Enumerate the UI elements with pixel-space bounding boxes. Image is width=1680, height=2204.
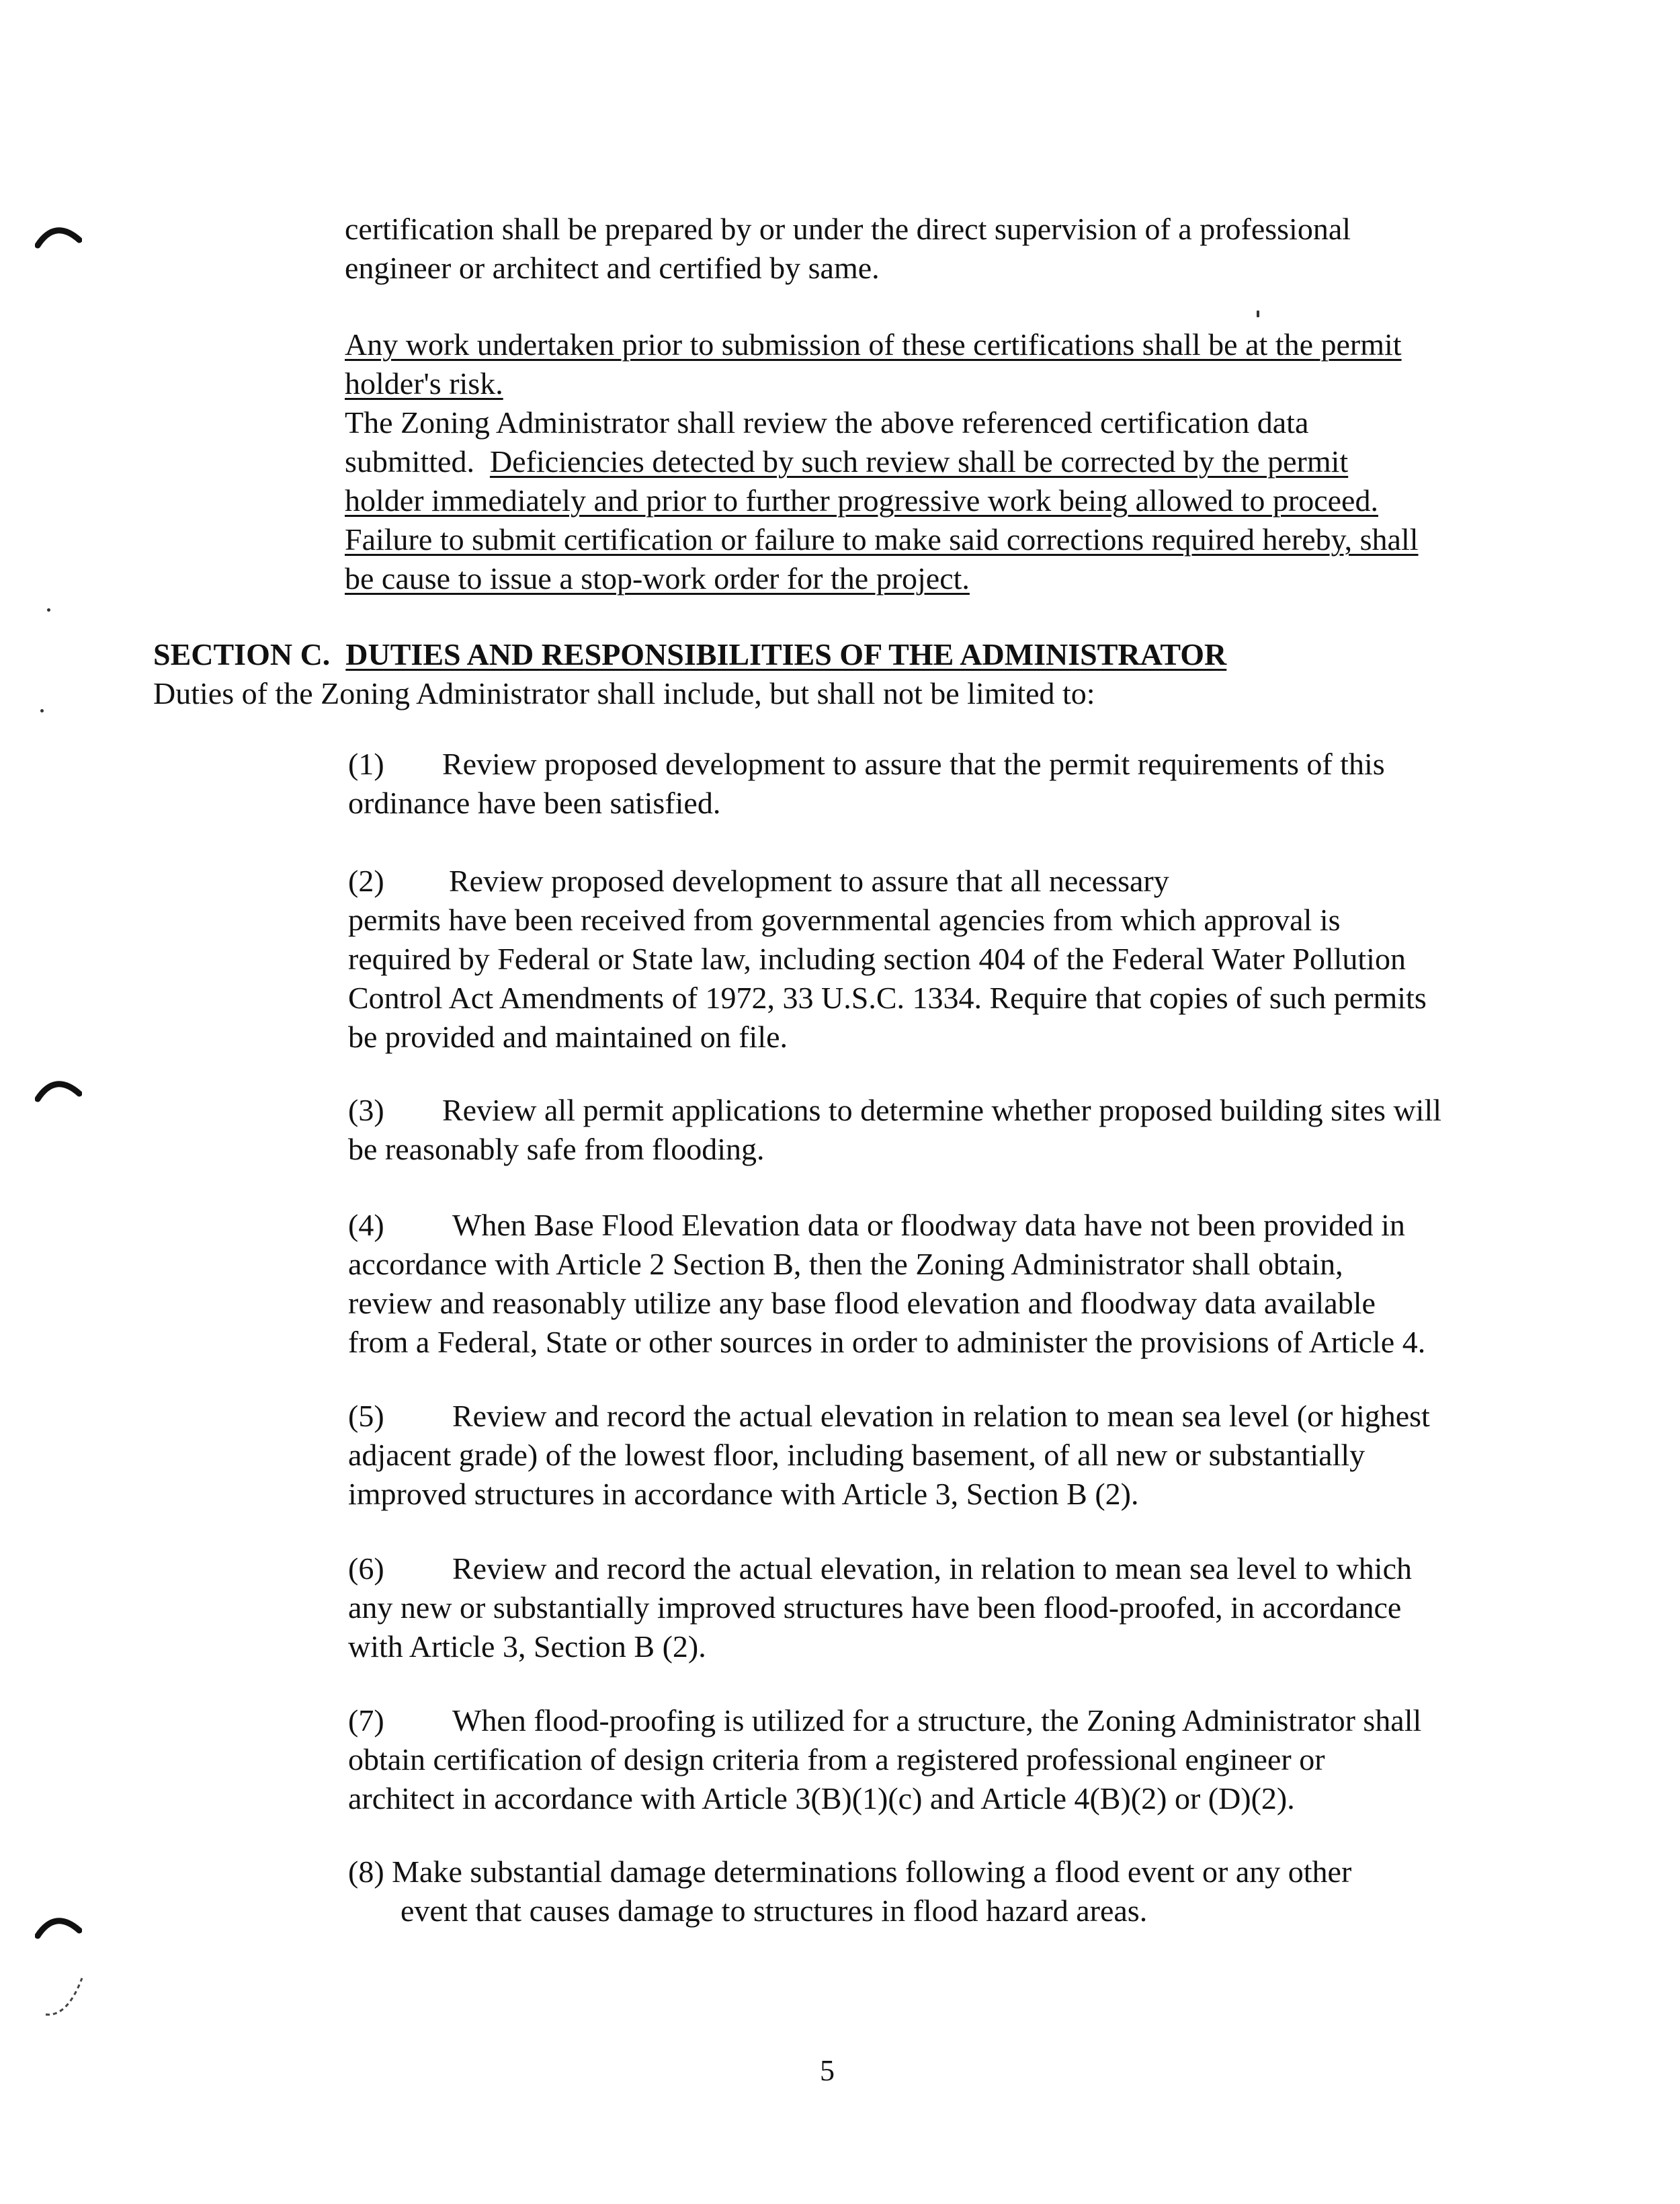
list-item <box>348 1206 1425 1362</box>
binder-hole-mark-middle <box>35 1072 82 1106</box>
list-item <box>348 745 1385 823</box>
list-item-text: obtain certification of design criteria from a registered professional engineer or <box>348 1742 1325 1777</box>
list-item-text: event that causes damage to structures in flood hazard areas. <box>401 1893 1148 1928</box>
page-number: 5 <box>820 2054 835 2087</box>
list-item <box>348 1397 1430 1514</box>
section-c-heading <box>153 635 1226 713</box>
list-item-text: accordance with Article 2 Section B, then the Zoning Administrator shall obtain, <box>348 1247 1343 1281</box>
risk-line-1: Any work undertaken prior to submission of these certifications shall be at the permit <box>345 327 1402 362</box>
list-item-text: review and reasonably utilize any base flood elevation and floodway data available <box>348 1286 1376 1320</box>
list-item <box>348 1852 1351 1930</box>
list-item-number: (6) <box>348 1551 384 1586</box>
review-line-3: holder immediately and prior to further progressive work being allowed to proceed. <box>345 483 1378 518</box>
risk-line-2: holder's risk. <box>345 366 503 401</box>
list-item-text: permits have been received from governmental agencies from which approval is <box>348 903 1341 937</box>
intro-paragraph <box>345 210 1351 288</box>
list-item-text: required by Federal or State law, including section 404 of the Federal Water Pollution <box>348 942 1406 976</box>
review-line-2 <box>345 442 1419 481</box>
list-item-number: (5) <box>348 1399 384 1433</box>
section-c-intro: Duties of the Zoning Administrator shall include, but shall not be limited to: <box>153 676 1095 710</box>
binder-hole-mark-top <box>35 218 82 252</box>
list-item-text: Control Act Amendments of 1972, 33 U.S.C. 1334. Require that copies of such permits <box>348 981 1427 1015</box>
review-line-1: The Zoning Administrator shall review the above referenced certification data <box>345 405 1309 440</box>
scan-artifact-curve <box>40 1973 87 2020</box>
list-item-text: ordinance have been satisfied. <box>348 786 721 820</box>
review-paragraph <box>345 403 1419 598</box>
list-item-text: Review and record the actual elevation, in relation to mean sea level to which <box>452 1551 1412 1586</box>
list-item-text: be provided and maintained on file. <box>348 1020 788 1054</box>
list-item-text: improved structures in accordance with Article 3, Section B (2). <box>348 1477 1139 1511</box>
list-item-number: (8) <box>348 1854 384 1889</box>
intro-line-2: engineer or architect and certified by same. <box>345 251 880 285</box>
list-item-text: Review all permit applications to determine whether proposed building sites will <box>442 1093 1442 1127</box>
scan-speck <box>40 709 44 712</box>
list-item-number: (2) <box>348 864 384 898</box>
list-item-number: (1) <box>348 747 384 781</box>
list-item <box>348 862 1427 1057</box>
list-item <box>348 1549 1412 1666</box>
list-item-text: with Article 3, Section B (2). <box>348 1629 706 1664</box>
list-item-text: adjacent grade) of the lowest floor, including basement, of all new or substantially <box>348 1438 1366 1472</box>
list-item <box>348 1701 1421 1818</box>
list-item-text: Review proposed development to assure that all necessary <box>449 864 1169 898</box>
review-line-4: Failure to submit certification or failure to make said corrections required hereby, shall <box>345 522 1419 557</box>
binder-hole-mark-bottom <box>35 1909 82 1943</box>
review-line-5: be cause to issue a stop-work order for the project. <box>345 561 970 596</box>
list-item-text: any new or substantially improved structures have been flood-proofed, in accordance <box>348 1590 1402 1625</box>
section-c-label: SECTION C. <box>153 637 331 671</box>
list-item-number: (7) <box>348 1703 384 1738</box>
scan-speck <box>47 608 50 612</box>
list-item-text: Review and record the actual elevation in relation to mean sea level (or highest <box>452 1399 1430 1433</box>
review-line-2-plain: submitted. <box>345 444 490 479</box>
list-item-text: be reasonably safe from flooding. <box>348 1132 765 1166</box>
list-item-text: Make substantial damage determinations following a flood event or any other <box>392 1854 1352 1889</box>
list-item-number: (3) <box>348 1093 384 1127</box>
list-item-text: Review proposed development to assure that the permit requirements of this <box>442 747 1385 781</box>
risk-paragraph <box>345 325 1402 403</box>
intro-line-1: certification shall be prepared by or under the direct supervision of a professional <box>345 212 1351 246</box>
section-c-title: DUTIES AND RESPONSIBILITIES OF THE ADMINISTRATOR <box>345 637 1227 671</box>
scan-speck <box>1257 311 1259 317</box>
review-line-2-underlined: Deficiencies detected by such review shall be corrected by the permit <box>489 444 1349 479</box>
list-item-number: (4) <box>348 1208 384 1242</box>
list-item-text: When flood-proofing is utilized for a structure, the Zoning Administrator shall <box>452 1703 1422 1738</box>
list-item-text: from a Federal, State or other sources in order to administer the provisions of Article 4. <box>348 1325 1426 1359</box>
list-item-text: architect in accordance with Article 3(B)(1)(c) and Article 4(B)(2) or (D)(2). <box>348 1781 1295 1815</box>
list-item-text: When Base Flood Elevation data or floodway data have not been provided in <box>452 1208 1405 1242</box>
list-item <box>348 1091 1441 1169</box>
